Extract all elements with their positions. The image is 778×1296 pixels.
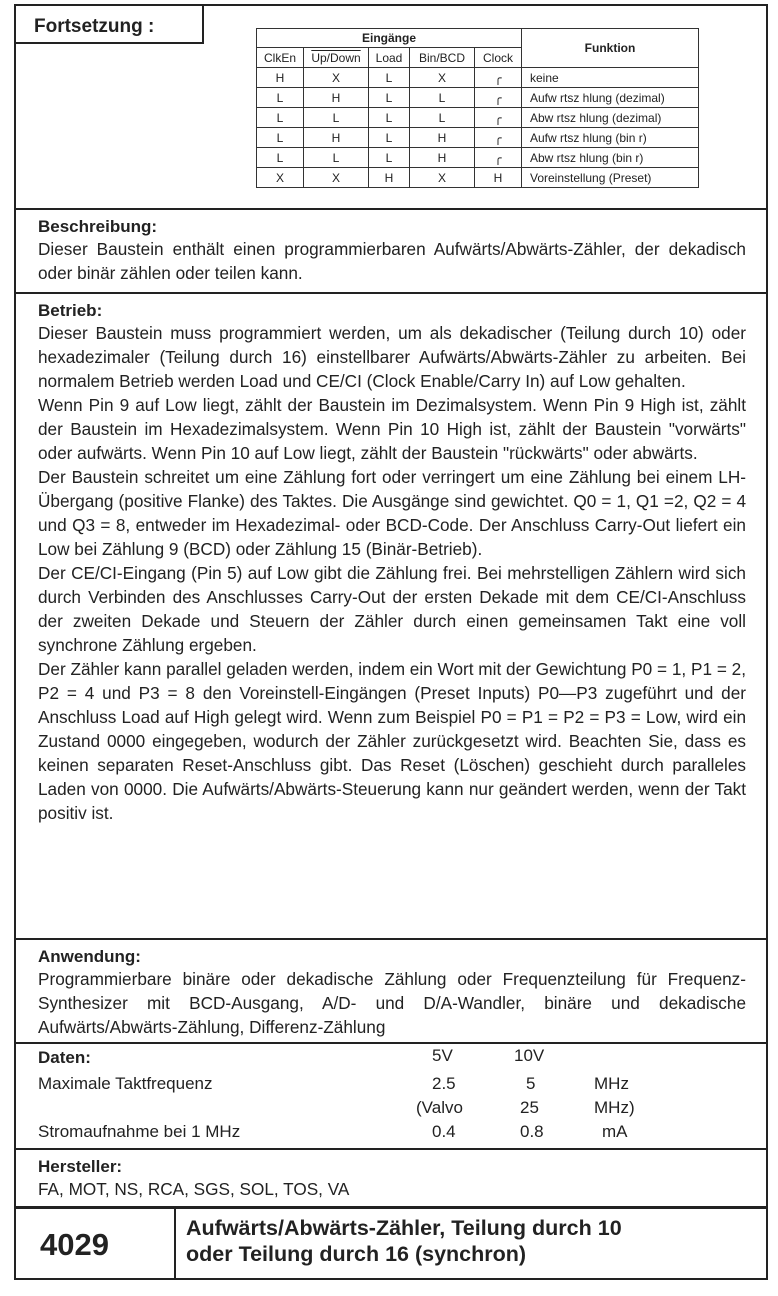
table-cell: L [257,128,304,148]
daten-row3-10v: 0.8 [520,1122,544,1141]
table-row [257,168,699,188]
table-row [257,128,699,148]
truth-table [256,28,699,188]
daten-col-5v: 5V [432,1046,453,1065]
table-cell: X [410,168,475,188]
function-header: Funktion [522,29,699,68]
table-cell: H [369,168,410,188]
part-title [186,1215,622,1267]
betrieb-text: Dieser Baustein muss programmiert werden, um als dekadischer (Teilung durch 10) oder hexadezimaler (Teilung durch 16) einstellbarer Aufwärts/Abwärts-Zähler zu arbeiten. Bei normalem Betrieb werden Load und CE/CI (Clock Enable/Carry In) auf Low gehalten. Wenn Pin 9 auf Low liegt, zählt der Baustein im Dezimalsystem. Wenn Pin 9 High ist, zählt der Baustein im Hexadezimalsystem. Wenn Pin 10 High ist, zählt der Baustein "vorwärts" oder aufwärts. Wenn Pin 10 auf Low liegt, zählt der Baustein "rückwärts" oder abwärts. Der Baustein schreitet um eine Zählung fort oder verringert um eine Zählung bei einem LH-Übergang (positive Flanke) des Taktes. Die Ausgänge sind gewichtet. Q0 = 1, Q1 =2, Q2 = 4 und Q3 = 8, entweder im Hexadezimal- oder BCD-Code. Der Anschluss Carry-Out liefert ein Low bei Zählung 9 (BCD) oder Zählung 15 (Binär-Betrieb). Der CE/CI-Eingang (Pin 5) auf Low gibt die Zählung frei. Bei mehrstelligen Zählern wird sich durch Verbinden des Anschlusses Carry-Out der ersten Dekade mit dem CE/CI-Anschluss der zweiten Dekade und Steuern der Zähler durch einen gemeinsamen Takt eine voll synchrone Zählung ergeben. Der Zähler kann parallel geladen werden, indem ein Wort mit der Gewichtung P0 = 1, P1 = 2, P2 = 4 und P3 = 8 den Voreinstell-Eingängen (Preset Inputs) P0—P3 zugeführt und der Anschluss Load auf High gelegt wird. Wenn zum Beispiel P0 = P1 = P2 = P3 = Low, wird ein Zustand 0000 eingegeben, wodurch der Zähler zurückgesetzt wird. Beachten Sie, dass es keinen separaten Reset-Anschluss gibt. Das Reset (Löschen) geschieht durch paralleles Laden von 0000. Die Aufwärts/Abwärts-Steuerung kann nur geändert werden, wenn der Takt positiv ist. [38,323,746,823]
betrieb-heading: Betrieb: [38,301,103,320]
col-header-updown: Up/Down [304,48,369,68]
table-cell: ╭ [475,88,522,108]
table-cell: L [369,68,410,88]
table-cell: L [369,128,410,148]
anwendung-heading: Anwendung: [38,947,141,966]
daten-row1-5v: 2.5 [432,1074,456,1093]
table-cell: H [257,68,304,88]
table-cell: ╭ [475,148,522,168]
table-row [257,148,699,168]
daten-row1-unit: MHz [594,1074,629,1093]
table-cell: H [410,128,475,148]
continuation-box [14,4,204,44]
section-hersteller [14,1148,768,1206]
function-cell: keine [522,68,699,88]
hersteller-heading: Hersteller: [38,1157,123,1176]
table-cell: H [304,128,369,148]
table-cell: X [410,68,475,88]
table-cell: X [257,168,304,188]
daten-row2-5v: (Valvo [416,1098,463,1117]
function-cell: Voreinstellung (Preset) [522,168,699,188]
table-cell: X [304,168,369,188]
col-header-load: Load [369,48,410,68]
col-header-clken: ClkEn [257,48,304,68]
footer-divider [174,1209,176,1280]
table-row [257,108,699,128]
table-cell: L [304,108,369,128]
table-cell: L [304,148,369,168]
table-cell: L [369,88,410,108]
footer [14,1206,768,1280]
section-betrieb [14,292,768,938]
daten-row3-unit: mA [602,1122,628,1141]
table-cell: L [257,148,304,168]
daten-row3-5v: 0.4 [432,1122,456,1141]
table-cell: H [475,168,522,188]
table-cell: ╭ [475,68,522,88]
daten-heading: Daten: [38,1048,91,1067]
part-title-line1: Aufwärts/Abwärts-Zähler, Teilung durch 10 [186,1216,622,1240]
col-header-binbcd: Bin/BCD [410,48,475,68]
table-cell: X [304,68,369,88]
function-cell: Abw rtsz hlung (bin r) [522,148,699,168]
daten-row2-10v: 25 [520,1098,539,1117]
table-cell: H [410,148,475,168]
section-daten [14,1042,768,1148]
table-cell: L [257,108,304,128]
table-cell: H [304,88,369,108]
continuation-label: Fortsetzung : [34,16,155,37]
col-header-clock: Clock [475,48,522,68]
daten-row3-label: Stromaufnahme bei 1 MHz [38,1122,241,1141]
section-anwendung [14,938,768,1042]
daten-col-10v: 10V [514,1046,545,1065]
section-beschreibung [14,208,768,292]
function-cell: Aufw rtsz hlung (dezimal) [522,88,699,108]
daten-row2-unit: MHz) [594,1098,635,1117]
part-title-line2: oder Teilung durch 16 (synchron) [186,1242,527,1266]
part-number: 4029 [40,1227,109,1262]
table-cell: ╭ [475,108,522,128]
table-cell: L [369,108,410,128]
table-cell: L [257,88,304,108]
daten-row1-label: Maximale Taktfrequenz [38,1074,213,1093]
table-cell: L [410,88,475,108]
hersteller-text: FA, MOT, NS, RCA, SGS, SOL, TOS, VA [38,1179,350,1199]
table-cell: L [369,148,410,168]
beschreibung-text: Dieser Baustein enthält einen programmierbaren Aufwärts/Abwärts-Zähler, der dekadisch oder binär zählen oder teilen kann. [38,239,746,283]
table-cell: L [410,108,475,128]
inputs-group-header: Eingänge [257,29,522,48]
table-row [257,88,699,108]
function-cell: Aufw rtsz hlung (bin r) [522,128,699,148]
daten-row1-10v: 5 [526,1074,536,1093]
beschreibung-heading: Beschreibung: [38,217,158,236]
function-cell: Abw rtsz hlung (dezimal) [522,108,699,128]
table-row [257,68,699,88]
anwendung-text: Programmierbare binäre oder dekadische Zählung oder Frequenzteilung für Frequenz-Synthesizer mit BCD-Ausgang, A/D- und D/A-Wandler, binäre und dekadische Aufwärts/Abwärts-Zählung, Differenz-Zählung [38,969,746,1037]
table-cell: ╭ [475,128,522,148]
